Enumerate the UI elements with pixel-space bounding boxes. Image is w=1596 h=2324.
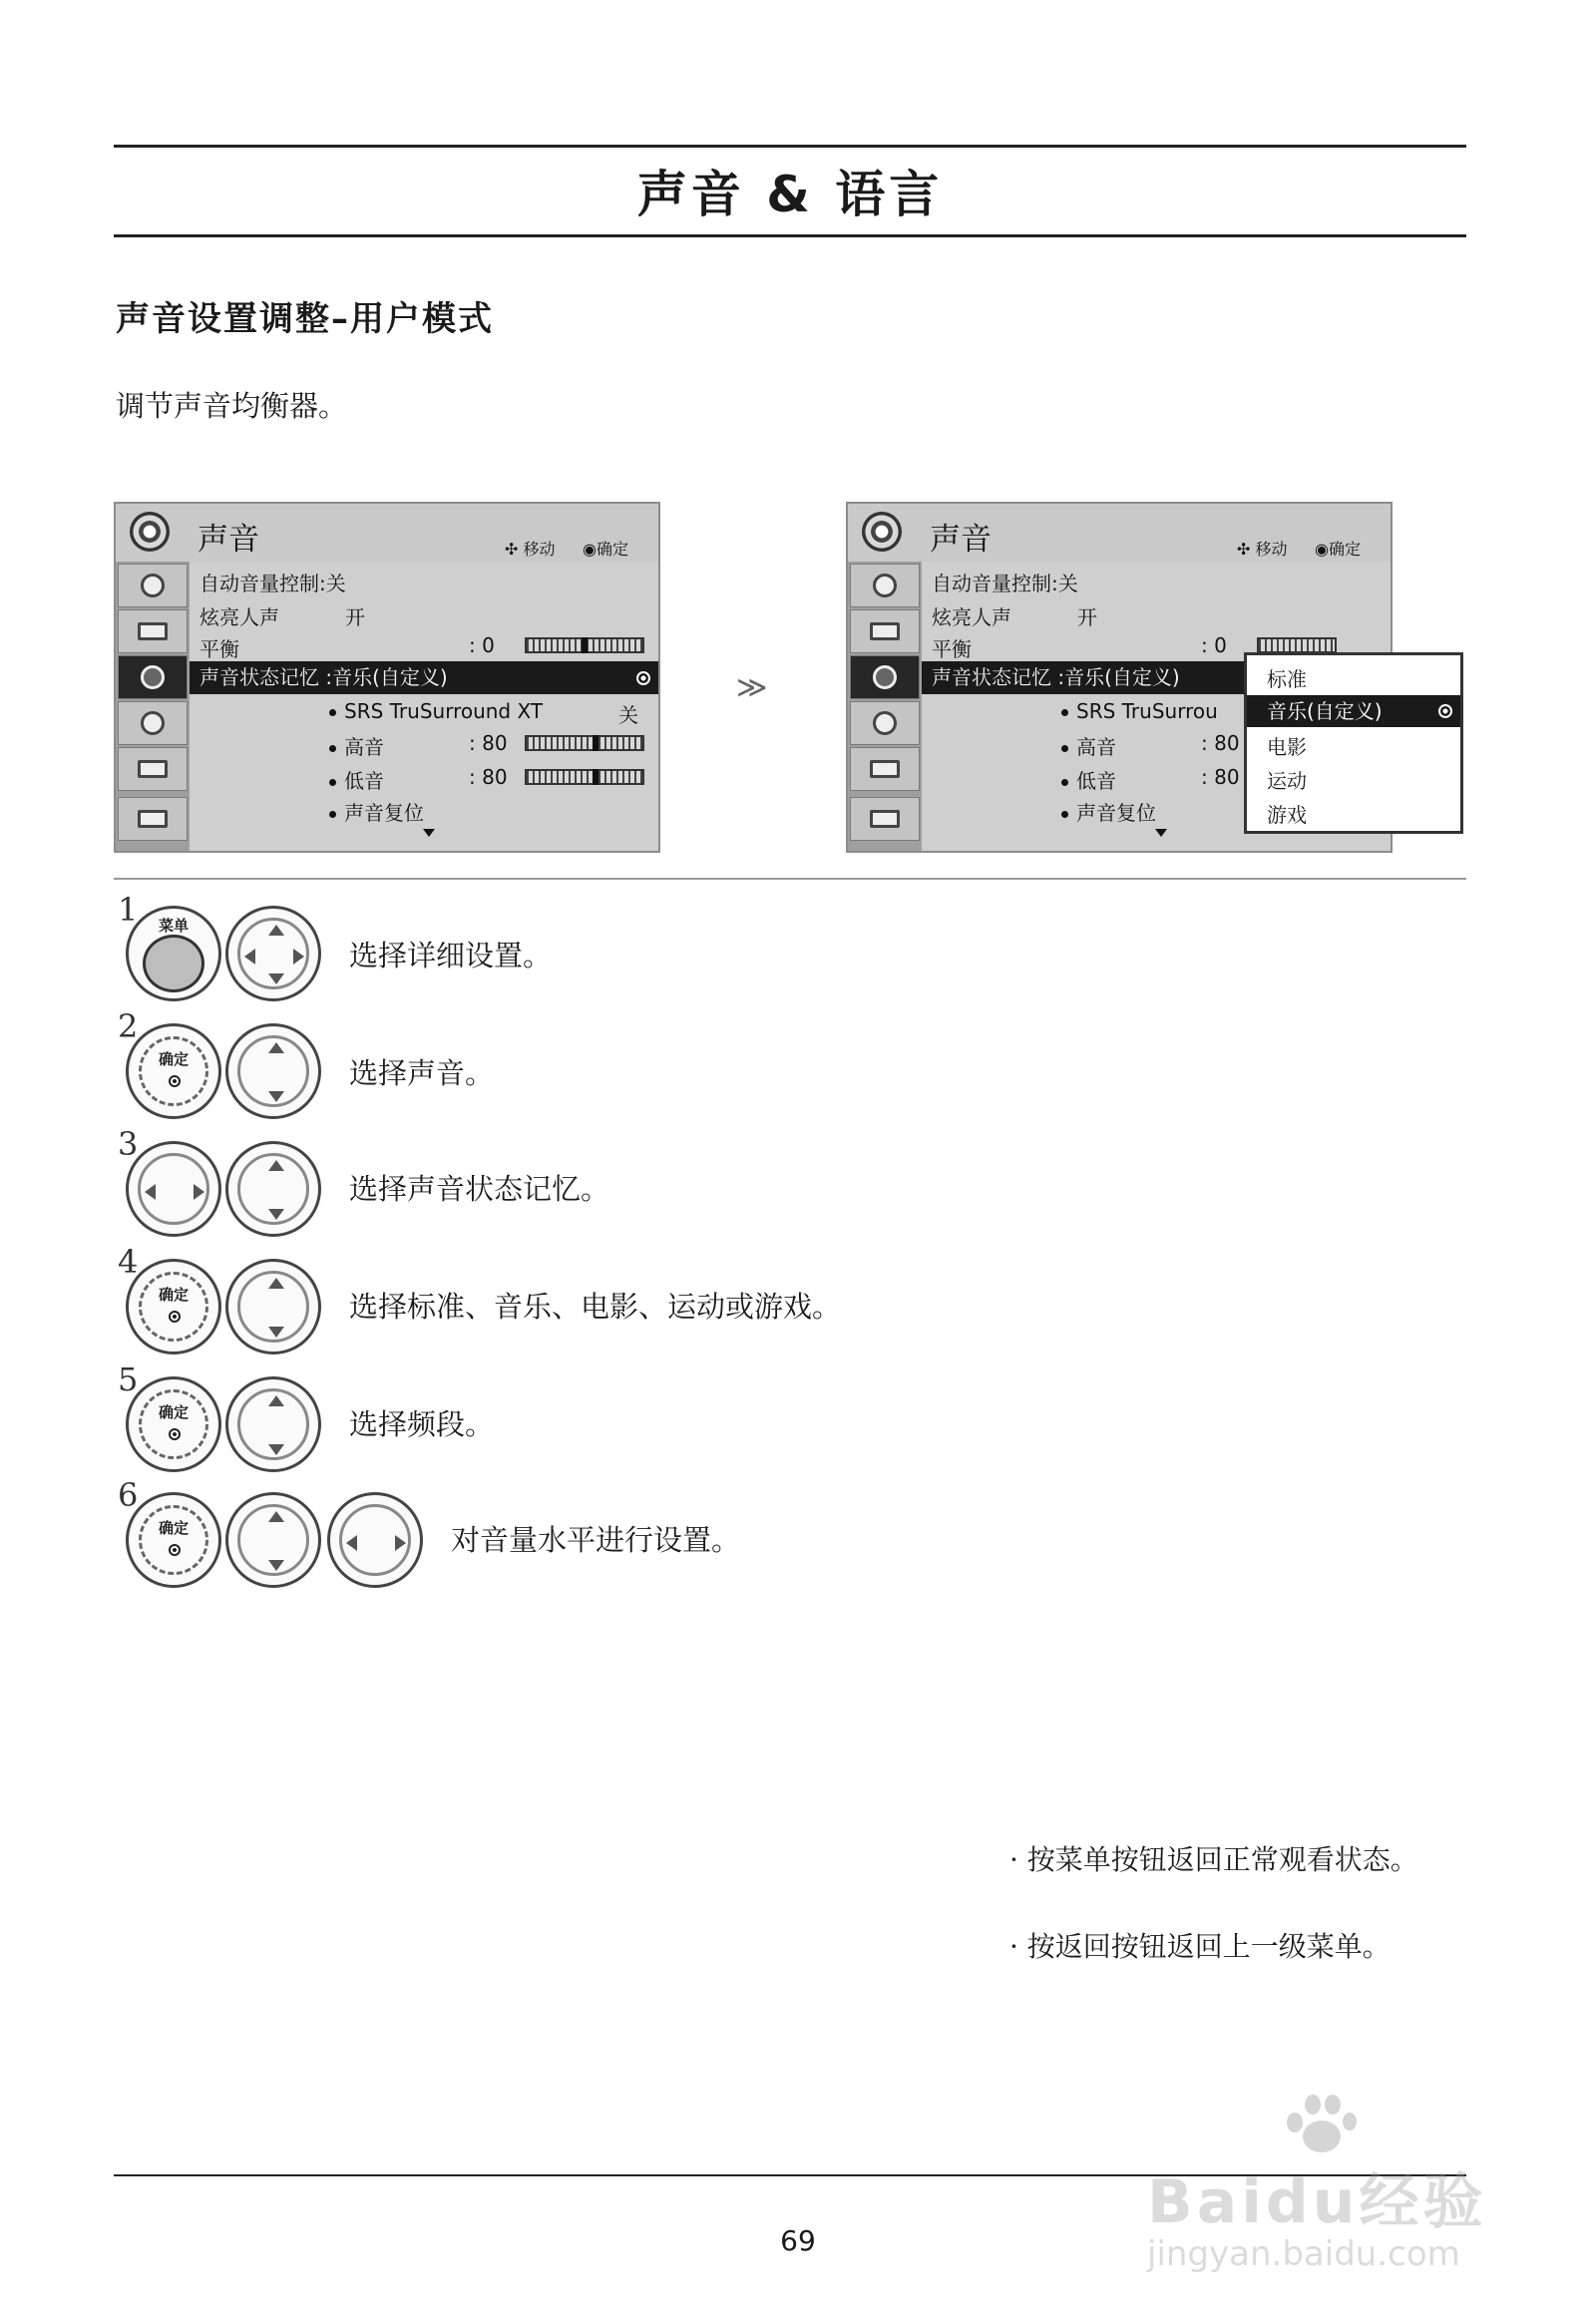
note-menu: · 按菜单按钮返回正常观看状态。	[1009, 1843, 1418, 1876]
step-text: 选择声音。	[349, 1056, 495, 1090]
ok-button	[126, 1376, 221, 1472]
step-text: 对音量水平进行设置。	[451, 1523, 741, 1557]
ok-button-label: 确定	[158, 1403, 189, 1421]
balance-value: : 0	[1201, 633, 1227, 657]
satellite-icon	[873, 574, 897, 597]
menu-header	[848, 504, 1391, 562]
step-number: 6	[118, 1476, 139, 1514]
ok-button	[126, 1492, 221, 1588]
top-rule	[114, 145, 1466, 148]
watermark-url: jingyan.baidu.com	[1147, 2234, 1460, 2274]
popup-item-standard[interactable]: 标准	[1267, 667, 1307, 691]
speaker-icon	[862, 512, 902, 552]
balance-bar	[1257, 637, 1337, 653]
ok-hint: ◉确定	[1315, 540, 1361, 559]
treble-knob	[593, 735, 598, 751]
menu-body	[190, 562, 658, 851]
up-down-icon	[225, 1259, 321, 1355]
input-icon	[870, 810, 900, 828]
scroll-down-icon	[423, 829, 435, 837]
tab-channel[interactable]	[850, 564, 920, 607]
menu-row-clear-voice[interactable]: 炫亮人声	[200, 605, 279, 629]
menu-row-sound-mode[interactable]: 声音状态记忆 :音乐(自定义)	[190, 661, 658, 694]
tv-icon	[138, 622, 168, 640]
bass-value: : 80	[1201, 765, 1240, 789]
sound-mode-popup	[1244, 652, 1463, 834]
tab-picture[interactable]	[850, 609, 920, 653]
balance-knob	[582, 637, 588, 653]
scroll-down-icon	[1155, 829, 1167, 837]
title-rule	[114, 234, 1466, 237]
ok-button	[126, 1023, 221, 1119]
tab-time[interactable]	[118, 701, 188, 745]
menu-row-srs[interactable]: SRS TruSurround XT	[329, 699, 543, 723]
menu-row-treble[interactable]: 高音	[329, 731, 384, 760]
step-text: 选择标准、音乐、电影、运动或游戏。	[349, 1290, 842, 1324]
popup-item-movie[interactable]: 电影	[1267, 735, 1307, 759]
clear-voice-value: 开	[1077, 605, 1097, 629]
section-divider	[114, 878, 1466, 880]
up-down-icon	[225, 1376, 321, 1472]
ok-button-label: 确定	[158, 1286, 189, 1304]
menu-row-treble[interactable]: 高音	[1061, 731, 1116, 760]
menu-row-bass[interactable]: 低音	[1061, 765, 1116, 794]
tab-picture[interactable]	[118, 609, 188, 653]
move-hint: ✣ 移动	[505, 540, 556, 559]
tab-sound[interactable]	[118, 655, 188, 699]
input-icon	[138, 810, 168, 828]
menu-row-clear-voice[interactable]: 炫亮人声	[932, 605, 1011, 629]
ok-button	[126, 1259, 221, 1355]
bass-knob	[593, 769, 598, 785]
popup-item-game[interactable]: 游戏	[1267, 803, 1307, 827]
ok-button-label: 确定	[158, 1519, 189, 1537]
step-text: 选择频段。	[349, 1407, 495, 1441]
move-hint: ✣ 移动	[1237, 540, 1288, 559]
popup-item-music[interactable]: 音乐(自定义)	[1247, 695, 1460, 727]
up-down-icon	[225, 1492, 321, 1588]
balance-value: : 0	[469, 633, 495, 657]
page-title: 声音 & 语言	[636, 166, 944, 223]
clock-icon	[873, 711, 897, 735]
clear-voice-value: 开	[345, 605, 365, 629]
ok-hint: ◉确定	[583, 540, 628, 559]
popup-item-sports[interactable]: 运动	[1267, 769, 1307, 793]
clock-icon	[141, 711, 165, 735]
menu-row-reset[interactable]: 声音复位	[1061, 797, 1156, 826]
watermark-logo: Baidu经验	[1147, 2167, 1487, 2237]
next-arrow-icon: ≫	[736, 670, 768, 705]
left-right-icon	[327, 1492, 423, 1588]
up-down-icon	[225, 1023, 321, 1119]
sound-menu-left	[114, 502, 660, 853]
baidu-watermark	[1137, 2095, 1516, 2294]
step-number: 2	[118, 1007, 139, 1045]
menu-row-balance[interactable]: 平衡	[932, 637, 972, 661]
menu-sidebar	[116, 562, 190, 851]
step-text: 选择声音状态记忆。	[349, 1172, 610, 1206]
menu-row-reset[interactable]: 声音复位	[329, 797, 424, 826]
tab-sound[interactable]	[850, 655, 920, 699]
treble-bar	[525, 735, 644, 751]
section-title: 声音设置调整–用户模式	[116, 299, 494, 339]
tab-option[interactable]	[118, 747, 188, 791]
speaker-icon	[873, 665, 897, 689]
menu-header	[116, 504, 658, 562]
treble-value: : 80	[469, 731, 508, 755]
step-text: 选择详细设置。	[349, 939, 553, 972]
menu-button-label: 菜单	[158, 917, 189, 935]
menu-title: 声音	[930, 522, 992, 558]
tab-option[interactable]	[850, 747, 920, 791]
tab-input[interactable]	[850, 797, 920, 841]
page-number: 69	[780, 2224, 816, 2257]
step-number: 1	[118, 891, 139, 929]
bass-value: : 80	[469, 765, 508, 789]
menu-row-bass[interactable]: 低音	[329, 765, 384, 794]
note-back: · 按返回按钮返回上一级菜单。	[1009, 1930, 1391, 1963]
left-right-icon	[126, 1141, 221, 1237]
menu-button	[126, 906, 221, 1001]
ok-button-label: 确定	[158, 1050, 189, 1068]
intro-text: 调节声音均衡器。	[116, 389, 348, 423]
menu-row-sound-mode[interactable]: 声音状态记忆 :音乐(自定义)	[922, 661, 1391, 694]
menu-row-auto-volume[interactable]: 自动音量控制:关	[932, 572, 1078, 595]
tab-time[interactable]	[850, 701, 920, 745]
menu-row-srs[interactable]: SRS TruSurrou	[1061, 699, 1218, 723]
tab-channel[interactable]	[118, 564, 188, 607]
paw-icon	[1287, 2095, 1357, 2154]
selected-radio-icon	[636, 671, 650, 685]
dpad-icon	[225, 906, 321, 1001]
menu-row-auto-volume[interactable]: 自动音量控制:关	[200, 572, 346, 595]
balance-bar	[525, 637, 644, 653]
lock-icon	[870, 760, 900, 778]
tab-input[interactable]	[118, 797, 188, 841]
bass-bar	[525, 769, 644, 785]
treble-value: : 80	[1201, 731, 1240, 755]
menu-sidebar	[848, 562, 922, 851]
step-number: 5	[118, 1360, 139, 1398]
tv-icon	[870, 622, 900, 640]
menu-title: 声音	[198, 522, 259, 558]
selected-radio-icon	[1438, 704, 1452, 718]
srs-value: 关	[618, 703, 638, 727]
speaker-icon	[141, 665, 165, 689]
speaker-icon	[130, 512, 170, 552]
up-down-icon	[225, 1141, 321, 1237]
step-number: 4	[118, 1243, 139, 1281]
step-number: 3	[118, 1125, 139, 1163]
lock-icon	[138, 760, 168, 778]
satellite-icon	[141, 574, 165, 597]
menu-row-balance[interactable]: 平衡	[200, 637, 239, 661]
